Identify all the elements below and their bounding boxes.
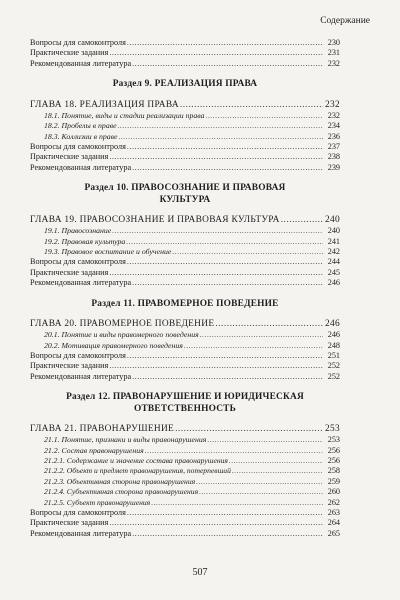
dot-leader xyxy=(132,163,323,173)
subsection-entry xyxy=(30,477,340,487)
section-heading xyxy=(30,79,340,91)
entry-page: 242 xyxy=(327,246,340,256)
entry-page: 246 xyxy=(325,319,340,330)
entry-label: 19.3. Правовое воспитание и обучение xyxy=(44,246,172,256)
entry-page: 258 xyxy=(327,466,340,476)
subsection-entry xyxy=(30,226,340,236)
entry-label: Рекомендованная литература xyxy=(30,162,132,172)
entry-label: 18.1. Понятие, виды и стадии реализации права xyxy=(44,110,205,120)
subsection-entry xyxy=(30,121,340,131)
dot-leader xyxy=(206,111,324,121)
entry-label: 21.2.2. Объект и предмет правонарушения, потерпевший xyxy=(44,466,231,476)
entry-page: 251 xyxy=(327,350,340,360)
subsection-entry xyxy=(30,111,340,121)
subsection-entry xyxy=(30,247,340,257)
dot-leader xyxy=(180,99,323,111)
dot-leader xyxy=(200,330,323,340)
entry-page: 252 xyxy=(327,371,340,381)
entry-page: 232 xyxy=(327,58,340,68)
entry-page: 260 xyxy=(327,487,340,497)
dot-leader xyxy=(109,361,323,371)
entry-label: 19.2. Правовая культура xyxy=(44,236,126,246)
toc-entry xyxy=(30,59,340,69)
entry-page: 248 xyxy=(327,340,340,350)
entry-page: 265 xyxy=(327,528,340,538)
entry-label: 18.2. Пробелы в праве xyxy=(44,121,117,131)
entry-label: Вопросы для самоконтроля xyxy=(30,141,126,151)
entry-page: 239 xyxy=(327,162,340,172)
section-title-line2: ОТВЕТСТВЕННОСТЬ xyxy=(133,403,237,414)
dot-leader xyxy=(132,59,323,69)
dot-leader xyxy=(215,318,323,330)
dot-leader xyxy=(132,529,323,539)
subsection-entry xyxy=(30,132,340,142)
dot-leader xyxy=(127,508,323,518)
entry-label: 19.1. Правосознание xyxy=(44,226,112,236)
dot-leader xyxy=(112,226,323,236)
entry-label: ГЛАВА 21. ПРАВОНАРУШЕНИЕ xyxy=(30,424,175,435)
toc-entry xyxy=(30,163,340,173)
toc-entry xyxy=(30,508,340,518)
dot-leader xyxy=(109,48,323,58)
toc-entry xyxy=(30,372,340,382)
toc-entry xyxy=(30,152,340,162)
entry-page: 264 xyxy=(327,518,340,528)
subsection-entry xyxy=(30,237,340,247)
entry-label: 21.2.4. Субъективная сторона правонарушения xyxy=(44,487,199,497)
entry-page: 240 xyxy=(325,215,340,226)
dot-leader xyxy=(126,237,323,247)
toc-entry xyxy=(30,38,340,48)
entry-page: 262 xyxy=(327,497,340,507)
subsection-entry xyxy=(30,456,340,466)
dot-leader xyxy=(145,446,323,456)
toc-entry xyxy=(30,518,340,528)
entry-label: 21.2.5. Субъект правонарушения xyxy=(44,497,151,507)
entry-label: 21.1. Понятие, признаки и виды правонарушения xyxy=(44,435,207,445)
section-title-line2: КУЛЬТУРА xyxy=(159,194,211,205)
entry-page: 236 xyxy=(327,131,340,141)
entry-page: 246 xyxy=(327,330,340,340)
entry-label: Рекомендованная литература xyxy=(30,371,132,381)
page-number: 507 xyxy=(192,567,208,578)
entry-label: ГЛАВА 18. РЕАЛИЗАЦИЯ ПРАВА xyxy=(30,99,179,110)
entry-page: 256 xyxy=(327,445,340,455)
section-heading xyxy=(30,183,340,206)
chapter-entry xyxy=(30,318,340,330)
entry-page: 240 xyxy=(327,226,340,236)
dot-leader xyxy=(196,477,323,487)
chapter-entry xyxy=(30,423,340,435)
subsection-entry xyxy=(30,330,340,340)
entry-label: Практические задания xyxy=(30,361,109,371)
entry-page: 252 xyxy=(327,361,340,371)
dot-leader xyxy=(109,152,323,162)
entry-page: 263 xyxy=(327,507,340,517)
toc-entry xyxy=(30,257,340,267)
entry-label: Практические задания xyxy=(30,518,109,528)
dot-leader xyxy=(127,257,323,267)
dot-leader xyxy=(109,518,323,528)
entry-page: 253 xyxy=(325,424,340,435)
entry-label: Вопросы для самоконтроля xyxy=(30,38,126,47)
entry-page: 246 xyxy=(327,278,340,288)
dot-leader xyxy=(172,247,323,257)
dot-leader xyxy=(207,435,323,445)
entry-label: Практические задания xyxy=(30,267,109,277)
section-heading xyxy=(30,392,340,415)
entry-label: Рекомендованная литература xyxy=(30,278,132,288)
entry-label: Рекомендованная литература xyxy=(30,528,132,538)
entry-label: 21.2. Состав правонарушения xyxy=(44,445,144,455)
entry-label: Практические задания xyxy=(30,152,109,162)
running-head: Содержание xyxy=(320,16,370,26)
entry-page: 237 xyxy=(327,141,340,151)
dot-leader xyxy=(151,498,323,508)
toc-entry xyxy=(30,351,340,361)
entry-label: ГЛАВА 19. ПРАВОСОЗНАНИЕ И ПРАВОВАЯ КУЛЬТУРА xyxy=(30,215,280,226)
entry-page: 245 xyxy=(327,267,340,277)
section-heading xyxy=(30,299,340,311)
entry-label: 21.2.3. Объективная сторона правонарушения xyxy=(44,476,196,486)
entry-page: 259 xyxy=(327,476,340,486)
entry-label: Вопросы для самоконтроля xyxy=(30,257,126,267)
entry-page: 256 xyxy=(327,455,340,465)
entry-page: 244 xyxy=(327,257,340,267)
dot-leader xyxy=(127,142,323,152)
section-title: Раздел 12. ПРАВОНАРУШЕНИЕ И ЮРИДИЧЕСКАЯ xyxy=(66,392,304,403)
entry-page: 232 xyxy=(325,99,340,110)
subsection-entry xyxy=(30,341,340,351)
entry-page: 232 xyxy=(327,110,340,120)
dot-leader xyxy=(119,132,324,142)
section-title: Раздел 11. ПРАВОМЕРНОЕ ПОВЕДЕНИЕ xyxy=(91,298,279,309)
entry-label: 20.2. Мотивация правомерного поведения xyxy=(44,340,183,350)
entry-label: Практические задания xyxy=(30,48,109,58)
subsection-entry xyxy=(30,446,340,456)
dot-leader xyxy=(184,341,323,351)
entry-label: 18.3. Коллизии в праве xyxy=(44,131,118,141)
dot-leader xyxy=(127,351,323,361)
section-title: Раздел 10. ПРАВОСОЗНАНИЕ И ПРАВОВАЯ xyxy=(84,183,286,194)
dot-leader xyxy=(229,456,323,466)
entry-label: ГЛАВА 20. ПРАВОМЕРНОЕ ПОВЕДЕНИЕ xyxy=(30,319,215,330)
entry-page: 241 xyxy=(327,236,340,246)
dot-leader xyxy=(232,466,323,476)
entry-label: Вопросы для самоконтроля xyxy=(30,350,126,360)
section-title: Раздел 9. РЕАЛИЗАЦИЯ ПРАВА xyxy=(112,79,258,90)
subsection-entry xyxy=(30,466,340,476)
entry-page: 238 xyxy=(327,152,340,162)
subsection-entry xyxy=(30,498,340,508)
toc-entry xyxy=(30,361,340,371)
toc-entry xyxy=(30,48,340,58)
dot-leader xyxy=(175,423,323,435)
subsection-entry xyxy=(30,487,340,497)
entry-label: Рекомендованная литература xyxy=(30,58,132,68)
dot-leader xyxy=(281,214,323,226)
entry-page: 234 xyxy=(327,121,340,131)
entry-label: 21.2.1. Содержание и значение состава правонарушения xyxy=(44,455,228,465)
entry-page: 253 xyxy=(327,435,340,445)
subsection-entry xyxy=(30,435,340,445)
toc-entry xyxy=(30,529,340,539)
toc-entry xyxy=(30,268,340,278)
dot-leader xyxy=(132,278,323,288)
entry-label: Вопросы для самоконтроля xyxy=(30,507,126,517)
toc-entry xyxy=(30,142,340,152)
chapter-entry xyxy=(30,99,340,111)
dot-leader xyxy=(109,268,323,278)
dot-leader xyxy=(132,372,323,382)
toc-entry xyxy=(30,278,340,288)
entry-page: 231 xyxy=(327,48,340,58)
entry-label: 20.1. Понятие и виды правомерного поведения xyxy=(44,330,199,340)
table-of-contents xyxy=(30,38,340,539)
dot-leader xyxy=(199,487,323,497)
entry-page: 230 xyxy=(327,38,340,47)
dot-leader xyxy=(118,121,323,131)
dot-leader xyxy=(127,38,323,48)
chapter-entry xyxy=(30,214,340,226)
